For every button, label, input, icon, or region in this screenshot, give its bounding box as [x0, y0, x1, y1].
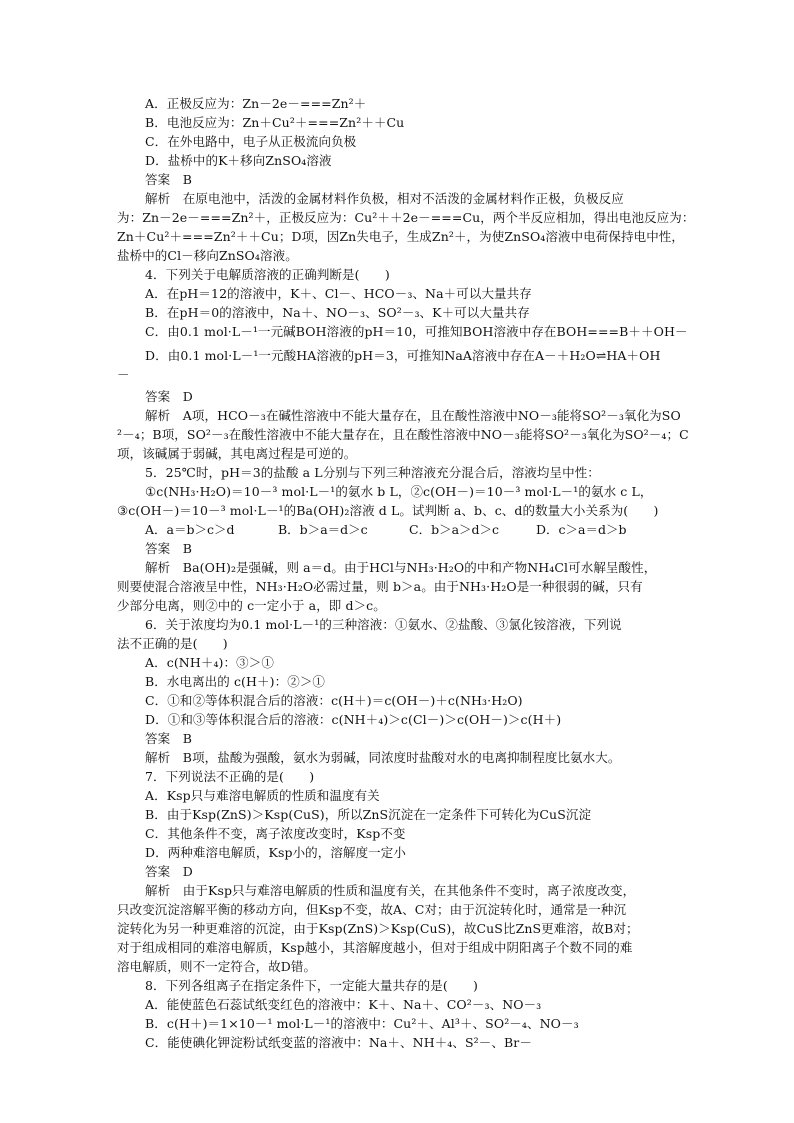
q5-answer: 答案 B — [145, 541, 193, 556]
q7-explanation-line: 淀转化为另一种更难溶的沉淀，由于Ksp(ZnS)＞Ksp(CuS)，故CuS比ZnS更难溶，故B对； — [117, 921, 639, 936]
q4-option-d: D．由0.1 mol·L－¹一元酸HA溶液的pH＝3，可推知NaA溶液中存在A－＋H₂O⇌HA＋OH — [145, 348, 661, 363]
q4-explanation-line: 项，该碱属于弱碱，其电离过程是可逆的。 — [117, 446, 357, 461]
q5-option-a: A．a＝b＞c＞d — [145, 522, 235, 537]
q8-option-b: B．c(H＋)＝1×10－¹ mol·L－¹的溶液中：Cu²＋、Al³＋、SO²－₄、NO－₃ — [145, 1016, 579, 1031]
q8-option-c: C．能使碘化钾淀粉试纸变蓝的溶液中：Na＋、NH＋₄、S²－、Br－ — [145, 1035, 532, 1050]
q8-option-a: A．能使蓝色石蕊试纸变红色的溶液中：K＋、Na＋、CO²－₃、NO－₃ — [145, 997, 542, 1012]
q7-option-d: D．两种难溶电解质，Ksp小的，溶解度一定小 — [145, 845, 406, 860]
q6-option-b: B．水电离出的 c(H＋)：②＞① — [145, 674, 326, 689]
q3-option-d: D．盐桥中的K＋移向ZnSO₄溶液 — [145, 153, 332, 168]
q4-option-a: A．在pH＝12的溶液中，K＋、Cl－、HCO－₃、Na＋可以大量共存 — [145, 286, 532, 301]
q5-explanation-line: 解析 Ba(OH)₂是强碱，则 a＝d。由于HCl与NH₃·H₂O的中和产物NH₄Cl可水解呈酸性， — [145, 560, 657, 575]
q4-option-c: C．由0.1 mol·L－¹一元碱BOH溶液的pH＝10，可推知BOH溶液中存在BOH===B＋＋OH－ — [145, 324, 688, 339]
q6-stem: 6．关于浓度均为0.1 mol·L－¹的三种溶液：①氨水、②盐酸、③氯化铵溶液，下列说 — [145, 617, 622, 632]
q3-explanation-line: 为：Zn－2e－===Zn²＋，正极反应为：Cu²＋＋2e－===Cu，两个半反应相加，得出电池反应为： — [117, 210, 695, 225]
q4-explanation-line: ²－₄；B项，SO²－₃在酸性溶液中不能大量存在，且在酸性溶液中NO－₃能将SO²－₃氧化为SO²－₄；C — [117, 427, 689, 442]
q6-stem-line: 法不正确的是( ) — [117, 636, 228, 651]
q5-stem-line: ③c(OH－)＝10－³ mol·L－¹的Ba(OH)₂溶液 d L。试判断 a、b、c、d的数量大小关系为( ) — [117, 503, 659, 518]
q3-option-a: A．正极反应为：Zn－2e－===Zn²＋ — [145, 96, 367, 111]
q3-explanation-line: 盐桥中的Cl－移向ZnSO₄溶液。 — [117, 248, 298, 263]
q7-explanation-line: 对于组成相同的难溶电解质，Ksp越小，其溶解度越小，但对于组成中阴阳离子个数不同的难 — [117, 940, 633, 955]
q4-option-b: B．在pH＝0的溶液中，Na＋、NO－₃、SO²－₃、K＋可以大量共存 — [145, 305, 530, 320]
q7-stem: 7．下列说法不正确的是( ) — [145, 769, 315, 784]
q7-option-a: A．Ksp只与难溶电解质的性质和温度有关 — [145, 788, 380, 803]
q7-option-b: B．由于Ksp(ZnS)＞Ksp(CuS)，所以ZnS沉淀在一定条件下可转化为CuS沉淀 — [145, 807, 592, 822]
q7-explanation-line: 解析 由于Ksp只与难溶电解质的性质和温度有关，在其他条件不变时，离子浓度改变， — [145, 883, 636, 898]
q5-explanation-line: 少部分电离，则②中的 c一定小于 a，即 d＞c。 — [117, 598, 386, 613]
q8-stem: 8．下列各组离子在指定条件下，一定能大量共存的是( ) — [145, 978, 479, 993]
q3-explanation-line: 解析 在原电池中，活泼的金属材料作负极，相对不活泼的金属材料作正极，负极反应 — [145, 191, 624, 206]
q6-option-c: C．①和②等体积混合后的溶液：c(H＋)＝c(OH－)＋c(NH₃·H₂O) — [145, 693, 523, 708]
q4-answer: 答案 D — [145, 389, 193, 404]
q6-explanation-line: 解析 B项，盐酸为强酸，氨水为弱碱，同浓度时盐酸对水的电离抑制程度比氨水大。 — [145, 750, 621, 765]
q5-stem: 5．25℃时，pH＝3的盐酸 a L分别与下列三种溶液充分混合后，溶液均呈中性： — [145, 465, 600, 480]
q4-explanation-line: 解析 A项，HCO－₃在碱性溶液中不能大量存在，且在酸性溶液中NO－₃能将SO²－₃氧化为SO — [145, 408, 681, 423]
q7-explanation-line: 只改变沉淀溶解平衡的移动方向，但Ksp不变，故A、C对；由于沉淀转化时，通常是一种沉 — [117, 902, 627, 917]
q5-explanation-line: 则要使混合溶液呈中性，NH₃·H₂O必需过量，则 b＞a。由于NH₃·H₂O是一种很弱的碱，只有 — [117, 579, 643, 594]
q3-option-c: C．在外电路中，电子从正极流向负极 — [145, 134, 357, 149]
q6-option-a: A．c(NH＋₄)：③＞① — [145, 655, 274, 670]
q7-explanation-line: 溶电解质，则不一定符合，故D错。 — [117, 959, 317, 974]
q3-option-b: B．电池反应为：Zn＋Cu²＋===Zn²＋＋Cu — [145, 115, 405, 130]
q7-option-c: C．其他条件不变，离子浓度改变时，Ksp不变 — [145, 826, 406, 841]
q3-answer: 答案 B — [145, 172, 193, 187]
q4-stem: 4．下列关于电解质溶液的正确判断是( ) — [145, 267, 390, 282]
q6-option-d: D．①和③等体积混合后的溶液：c(NH＋₄)＞c(Cl－)＞c(OH－)＞c(H＋) — [145, 712, 562, 727]
q5-stem-line: ①c(NH₃·H₂O)＝10－³ mol·L－¹的氨水 b L，②c(OH－)＝10－³ mol·L－¹的氨水 c L， — [145, 484, 653, 499]
q6-answer: 答案 B — [145, 731, 193, 746]
q5-option-d: D．c＞a＝d＞b — [536, 522, 627, 537]
q7-answer: 答案 D — [145, 864, 193, 879]
q4-option-d-wrap: － — [117, 367, 130, 382]
q5-option-b: B．b＞a＝d＞c — [278, 522, 368, 537]
q3-explanation-line: Zn＋Cu²＋===Zn²＋＋Cu；D项，因Zn失电子，生成Zn²＋，为使ZnSO₄溶液中电荷保持电中性， — [117, 229, 685, 244]
q5-option-c: C．b＞a＞d＞c — [409, 522, 500, 537]
